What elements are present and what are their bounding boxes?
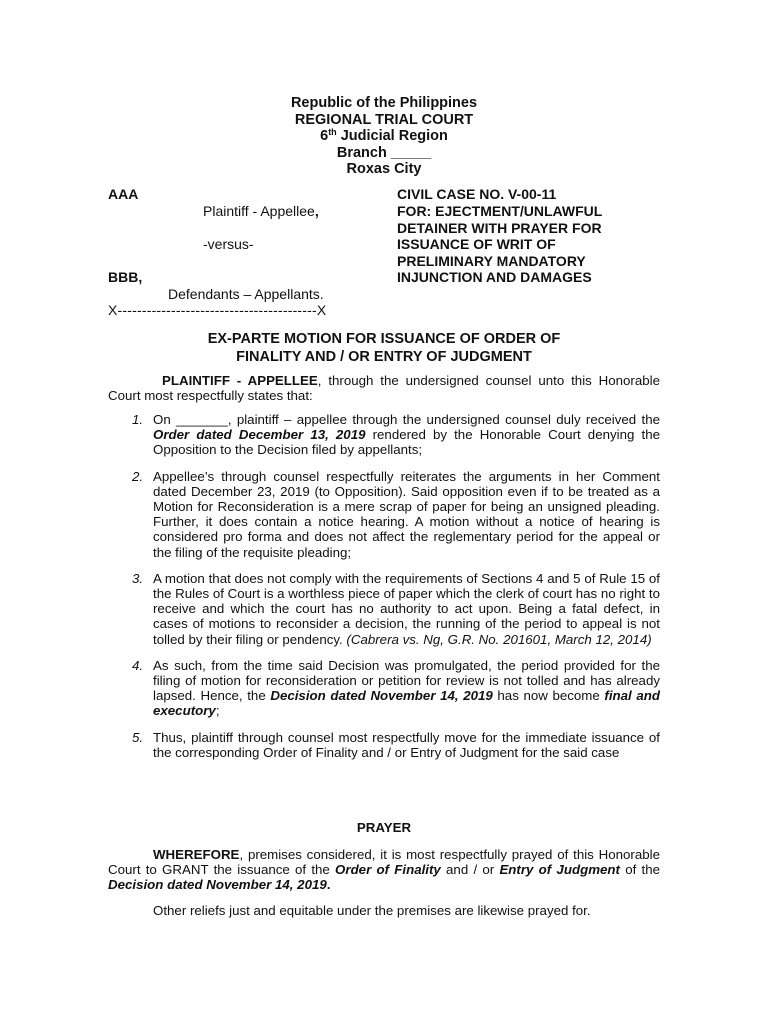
plaintiff-name: AAA [108,186,139,202]
item-number: 3. [132,570,144,586]
versus-label: -versus- [203,236,254,252]
prayer-text: of the [619,862,660,878]
prayer-text: and / or [440,862,500,878]
prayer-text: , premises considered, it is most respectfully prayed of this Honorable Court to GRANT the issuance of the [108,847,660,878]
case-for-line-1: FOR: EJECTMENT/UNLAWFUL [397,203,603,219]
intro-text: , through the undersigned counsel unto this Honorable Court most respectfully states that: [108,373,661,404]
prayer-emphasis: Entry of Judgment [499,862,620,878]
header-city: Roxas City [346,161,422,177]
region-text: Judicial Region [336,128,448,144]
other-reliefs: Other reliefs just and equitable under the premises are likewise prayed for. [153,903,591,918]
item-emphasis: Decision dated November 14, 2019 [270,688,493,704]
item-text: Appellee’s through counsel respectfully reiterates the arguments in her Comment dated December 23, 2019 (to Opposition). Said opposition even if to be treated as a Motion for Reconsideration is a mere scrap of paper for being an unsigned pleading. Further, it does contain a notice hearing. A motion without a notice of hearing is considered pro forma and does not affect the reglementary period for the appeal or the filing of the requisite pleading; [153,468,660,560]
item-text: As such, from the time said Decision was promulgated, the period provided for the filing of motion for reconsideration or petition for review is not tolled and has already lapsed. Hence, the [153,657,660,704]
header-branch: Branch _____ [336,144,432,161]
item-text: On _______, plaintiff – appellee through the undersigned counsel duly received the [153,412,660,427]
case-for-line-3: ISSUANCE OF WRIT OF [397,236,556,252]
item-number: 5. [132,729,144,745]
case-number: CIVIL CASE NO. V-00-11 [397,186,557,202]
item-emphasis: Order dated December 13, 2019 [153,427,366,443]
list-item [108,730,660,760]
list-item [108,658,660,719]
item-citation: (Cabrera vs. Ng, G.R. No. 201601, March 12, 2014) [346,631,652,647]
header-republic: Republic of the Philippines [290,95,478,111]
prayer-emphasis: Order of Finality [335,862,441,878]
motion-title [0,330,768,366]
item-text: rendered by the Honorable Court denying the Opposition to the Decision filed by appellants; [153,427,660,458]
item-text: has now become [492,688,605,704]
defendant-name: BBB, [108,269,143,285]
item-number: 1. [132,412,144,427]
prayer-wherefore: WHEREFORE [153,847,240,862]
intro-paragraph [108,373,660,403]
item-text: ; [215,703,220,719]
region-suffix: th [328,127,337,137]
caption-separator: X-----------------------------------------X [108,302,327,318]
intro-bold: PLAINTIFF - APPELLEE [162,373,318,388]
prayer-emphasis: Decision dated November 14, 2019 [108,877,327,893]
plaintiff-role-comma: , [314,203,319,219]
numbered-list [108,412,660,771]
motion-title-line-2: FINALITY AND / OR ENTRY OF JUDGMENT [236,349,532,365]
list-item [108,469,660,560]
item-number: 2. [132,468,144,484]
item-text: Thus, plaintiff through counsel most respectfully move for the immediate issuance of the corresponding Order of Finality and / or Entry of Judgment for the said case [153,729,660,760]
region-number: 6 [320,128,329,144]
court-header [0,95,768,178]
item-number: 4. [132,657,144,673]
list-item [108,571,660,647]
list-item [108,412,660,458]
item-emphasis: final and executory [153,688,660,719]
case-for-line-2: DETAINER WITH PRAYER FOR [397,219,602,236]
defendant-role: Defendants – Appellants. [168,286,324,302]
plaintiff-role-text: Plaintiff - Appellee [203,203,315,219]
motion-title-line-1: EX-PARTE MOTION FOR ISSUANCE OF ORDER OF [207,331,561,347]
prayer-paragraph [108,847,660,893]
case-for-line-5: INJUNCTION AND DAMAGES [397,269,592,285]
case-for-line-4: PRELIMINARY MANDATORY [397,252,586,269]
plaintiff-role [203,203,319,220]
header-court: REGIONAL TRIAL COURT [294,111,474,128]
item-text: A motion that does not comply with the requirements of Sections 4 and 5 of Rule 15 of the Rules of Court is a worthless piece of paper which the clerk of court has no right to receive and which the court has no authority to act upon. Being a fatal defect, in cases of motions to reconsider a decision, the running of the period to appeal is not tolled by their filing or pendency. [153,570,661,647]
prayer-heading: PRAYER [356,820,412,835]
prayer-text: . [326,877,331,893]
header-region [0,128,768,145]
